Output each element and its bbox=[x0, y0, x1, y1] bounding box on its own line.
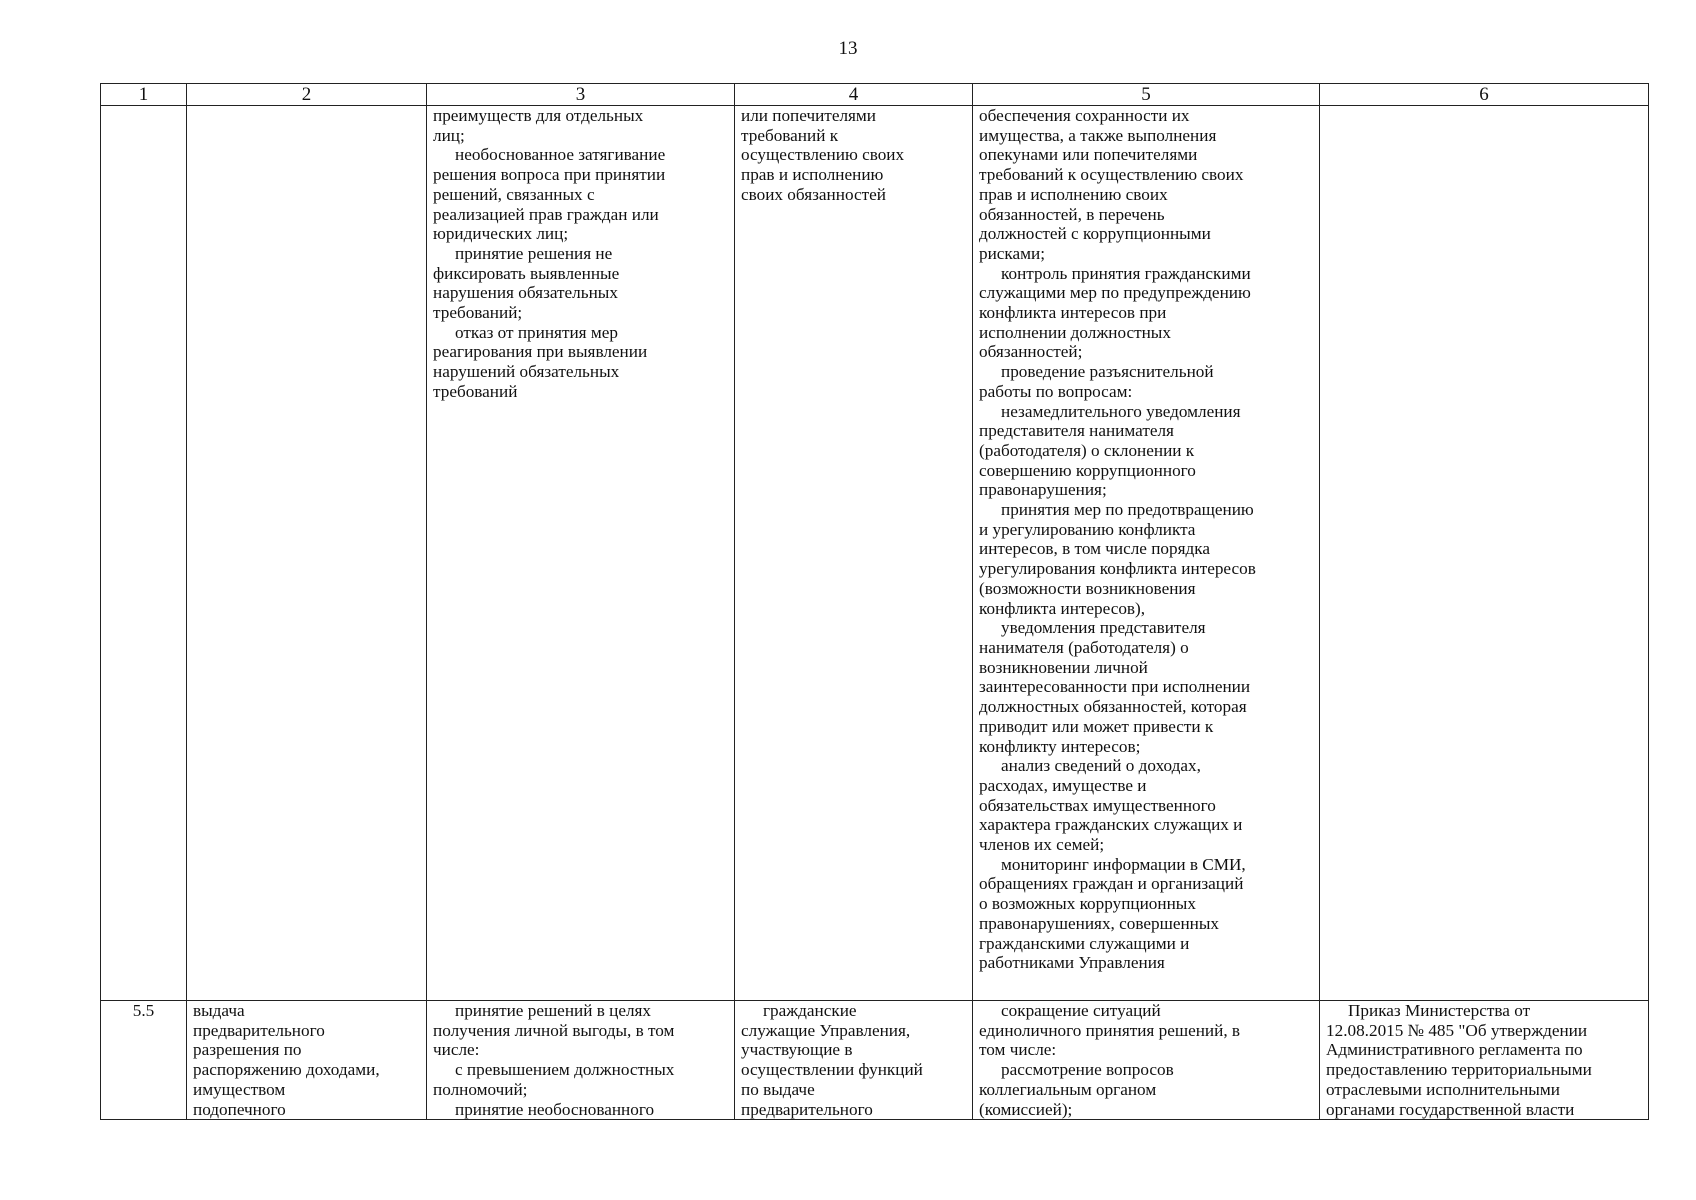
column-number: 6 bbox=[1320, 84, 1649, 106]
basis-cell bbox=[1320, 106, 1649, 1001]
positions-cell bbox=[735, 1001, 973, 1120]
risk-cell bbox=[427, 1001, 735, 1120]
positions-text: гражданские служащие Управления, участвующие в осуществлении функций по выдаче предварительного bbox=[741, 1001, 923, 1119]
measures-cell bbox=[973, 1001, 1320, 1120]
risk-text: необоснованное затягивание решения вопроса при принятии решений, связанных с реализацией прав граждан или юридических лиц; bbox=[433, 145, 666, 244]
basis-cell bbox=[1320, 1001, 1649, 1120]
measures-table bbox=[100, 83, 1649, 1120]
risk-text: принятие решения не фиксировать выявленные нарушения обязательных требований; bbox=[433, 243, 620, 323]
column-number: 5 bbox=[973, 84, 1320, 106]
row-number-cell bbox=[101, 106, 187, 1001]
table-row bbox=[101, 106, 1649, 1001]
function-text: выдача предварительного разрешения по распоряжению доходами, имуществом подопечного bbox=[193, 1001, 380, 1119]
measure-text: уведомления представителя нанимателя (работодателя) о возникновении личной заинтересованности при исполнении должностных обязанностей, которая приводит или может привести к конфликту интересов; bbox=[979, 618, 1251, 756]
measure-text: мониторинг информации в СМИ, обращениях граждан и организаций о возможных коррупционных правонарушениях, совершенных гражданскими служащими и работниками Управления bbox=[979, 854, 1246, 973]
measure-text: сокращение ситуаций единоличного принятия решений, в том числе: bbox=[979, 1001, 1241, 1060]
measure-text: незамедлительного уведомления представителя нанимателя (работодателя) о склонении к совершению коррупционного правонарушения; bbox=[979, 401, 1241, 500]
positions-cell bbox=[735, 106, 973, 1001]
risk-text: принятие необоснованного bbox=[455, 1099, 655, 1119]
risk-text: с превышением должностных полномочий; bbox=[433, 1060, 675, 1099]
table-row bbox=[101, 1001, 1649, 1120]
column-number: 2 bbox=[187, 84, 427, 106]
function-cell bbox=[187, 106, 427, 1001]
measure-text: принятия мер по предотвращению и урегулированию конфликта интересов, в том числе порядка урегулирования конфликта интересов (возможности возникновения конфликта интересов), bbox=[979, 500, 1256, 618]
measures-cell bbox=[973, 106, 1320, 1001]
risk-text: преимуществ для отдельных лиц; bbox=[433, 106, 644, 145]
measure-text: контроль принятия гражданскими служащими мер по предупреждению конфликта интересов при исполнении должностных обязанностей; bbox=[979, 263, 1251, 362]
column-number: 4 bbox=[735, 84, 973, 106]
risk-text: отказ от принятия мер реагирования при выявлении нарушений обязательных требований bbox=[433, 322, 648, 401]
measure-text: анализ сведений о доходах, расходах, имуществе и обязательствах имущественного характера гражданских служащих и членов их семей; bbox=[979, 756, 1243, 855]
function-cell bbox=[187, 1001, 427, 1120]
row-number-cell: 5.5 bbox=[101, 1001, 187, 1120]
measure-text: рассмотрение вопросов коллегиальным органом (комиссией); bbox=[979, 1060, 1174, 1119]
risk-text: принятие решений в целях получения личной выгоды, в том числе: bbox=[433, 1001, 675, 1060]
positions-text: или попечителями требований к осуществлению своих прав и исполнению своих обязанностей bbox=[741, 106, 905, 204]
page-number: 13 bbox=[838, 38, 858, 59]
measure-text: обеспечения сохранности их имущества, а также выполнения опекунами или попечителями требований к осуществлению своих прав и исполнению своих обязанностей, в перечень должностей с коррупционными рисками; bbox=[979, 106, 1244, 263]
measure-text: проведение разъяснительной работы по вопросам: bbox=[979, 362, 1214, 401]
column-number-row bbox=[101, 84, 1649, 106]
column-number: 1 bbox=[101, 84, 187, 106]
risk-cell bbox=[427, 106, 735, 1001]
basis-text: Приказ Министерства от 12.08.2015 № 485 "Об утверждении Административного регламента по предоставлению территориальными отраслевыми исполнительными органами государственной власти bbox=[1326, 1001, 1592, 1119]
column-number: 3 bbox=[427, 84, 735, 106]
